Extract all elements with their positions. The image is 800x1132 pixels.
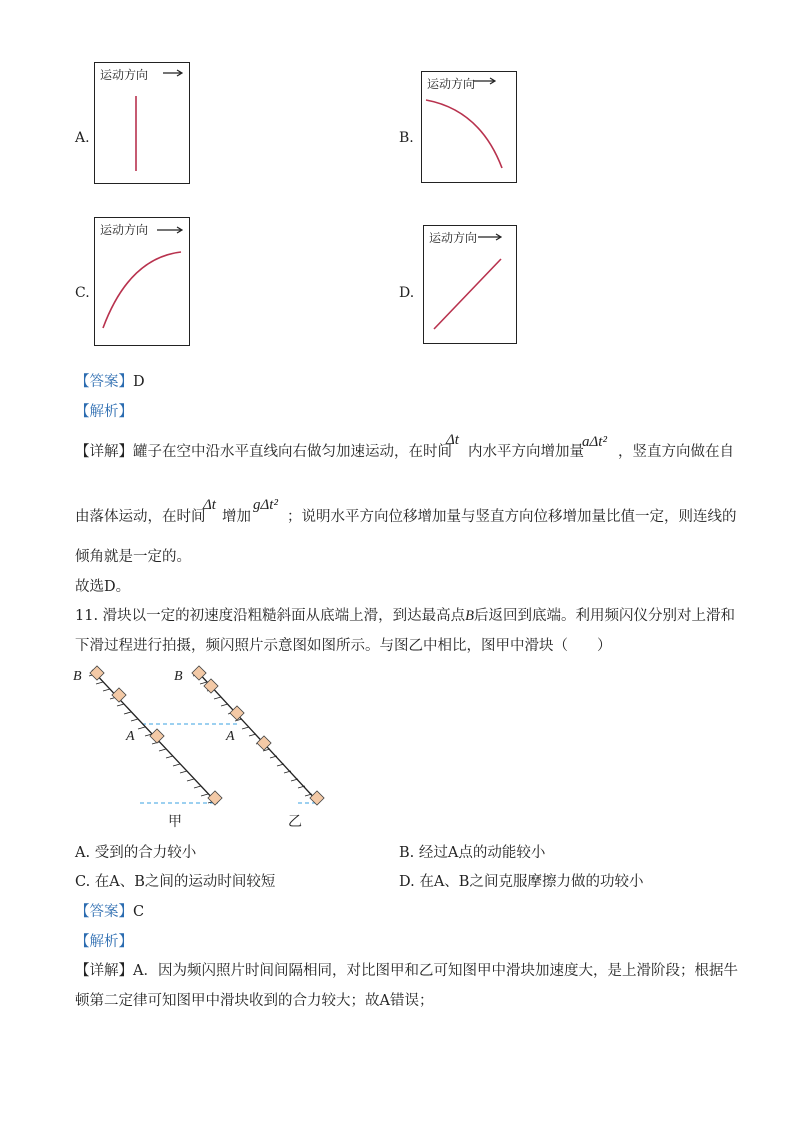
answer-value: D: [133, 374, 145, 390]
blocks-yi: [192, 666, 324, 805]
answer-value: C: [133, 904, 145, 920]
option-label: A.: [75, 130, 90, 146]
q11-option-c: C. 在A、B之间的运动时间较短: [75, 874, 276, 890]
arrow-right-icon: [478, 234, 501, 240]
label-b-jia: B: [73, 669, 82, 684]
q11-detail-line-2: 顿第二定律可知图甲中滑块收到的合力较大；故A错误；: [75, 993, 434, 1009]
arrow-right-icon: [163, 70, 182, 76]
answer-tag: 【答案】: [75, 904, 133, 920]
q10-analysis-tag: 【解析】: [75, 404, 133, 420]
graph-a: [95, 63, 189, 183]
answer-tag: 【答案】: [75, 374, 133, 390]
caption-yi: 乙: [288, 814, 302, 830]
graph-panel-d: [423, 225, 517, 344]
option-label: B.: [399, 130, 414, 146]
q11-option-b: B. 经过A点的动能较小: [399, 845, 546, 861]
incline-diagram: [70, 660, 340, 832]
trajectory-curve: [426, 100, 502, 168]
q11-answer-row: [75, 902, 144, 922]
slider-block: [90, 666, 104, 680]
stem-text: 后返回到底端。利用频闪仪分别对上滑和: [474, 608, 736, 624]
q10-detail-line-3: 倾角就是一定的。: [75, 549, 191, 565]
stem-text: 11. 滑块以一定的初速度沿粗糙斜面从底端上滑，到达最高点: [75, 608, 466, 624]
formula-delta-t: Δt: [203, 497, 216, 513]
detail-text: ；说明水平方向位移增加量与竖直方向位移增加量比值一定，则连线的: [287, 509, 737, 525]
graph-c: [95, 218, 189, 345]
detail-text: A．因为频闪照片时间间隔相同，对比图甲和乙可知图甲中滑块加速度大，是上滑阶段；根据牛: [133, 963, 738, 979]
trajectory-line: [434, 259, 501, 329]
label-a-jia: A: [126, 729, 135, 744]
slider-block: [112, 688, 126, 702]
motion-direction-caption: 运动方向: [429, 231, 478, 245]
arrow-right-icon: [474, 78, 495, 84]
q11-option-a: A. 受到的合力较小: [75, 845, 197, 861]
formula-a-dt2: aΔt²: [582, 434, 607, 450]
caption-jia: 甲: [168, 814, 182, 830]
option-label: D.: [399, 285, 415, 301]
motion-direction-caption: 运动方向: [100, 68, 149, 82]
slider-block: [150, 729, 164, 743]
q11-stem-line-1: [75, 606, 735, 626]
formula-g-dt2: gΔt²: [253, 497, 278, 513]
arrow-right-icon: [157, 227, 182, 233]
q10-conclusion: 故选D。: [75, 579, 131, 595]
label-b-yi: B: [174, 669, 183, 684]
q11-analysis-tag: 【解析】: [75, 934, 133, 950]
motion-direction-caption: 运动方向: [427, 77, 476, 91]
option-label: C.: [75, 285, 90, 301]
q11-option-d: D. 在A、B之间克服摩擦力做的功较小: [399, 874, 644, 890]
graph-b: [422, 72, 516, 182]
graph-panel-a: [94, 62, 190, 184]
graph-panel-c: [94, 217, 190, 346]
q10-detail-line-1: [75, 442, 452, 462]
detail-text: ，竖直方向做在自: [618, 444, 734, 460]
detail-text: 增加: [222, 509, 251, 525]
q11-incline-figure: [70, 660, 340, 832]
graph-panel-b: [421, 71, 517, 183]
q10-answer-row: [75, 372, 145, 392]
label-a-yi: A: [226, 729, 235, 744]
trajectory-curve: [103, 252, 181, 328]
blocks-jia: [90, 666, 222, 805]
detail-text: 罐子在空中沿水平直线向右做匀加速运动，在时间: [133, 444, 452, 460]
formula-delta-t: Δt: [446, 432, 459, 448]
q11-detail-line-1: [75, 961, 738, 981]
q11-stem-line-2: 下滑过程进行拍摄，频闪照片示意图如图所示。与图乙中相比，图甲中滑块（ ）: [75, 638, 612, 654]
detail-tag: 【详解】: [75, 963, 133, 979]
graph-d: [424, 226, 516, 343]
point-b: B: [465, 608, 475, 624]
detail-text: 内水平方向增加量: [468, 444, 584, 460]
detail-tag: 【详解】: [75, 444, 133, 460]
detail-text: 由落体运动，在时间: [75, 509, 206, 525]
motion-direction-caption: 运动方向: [100, 223, 149, 237]
